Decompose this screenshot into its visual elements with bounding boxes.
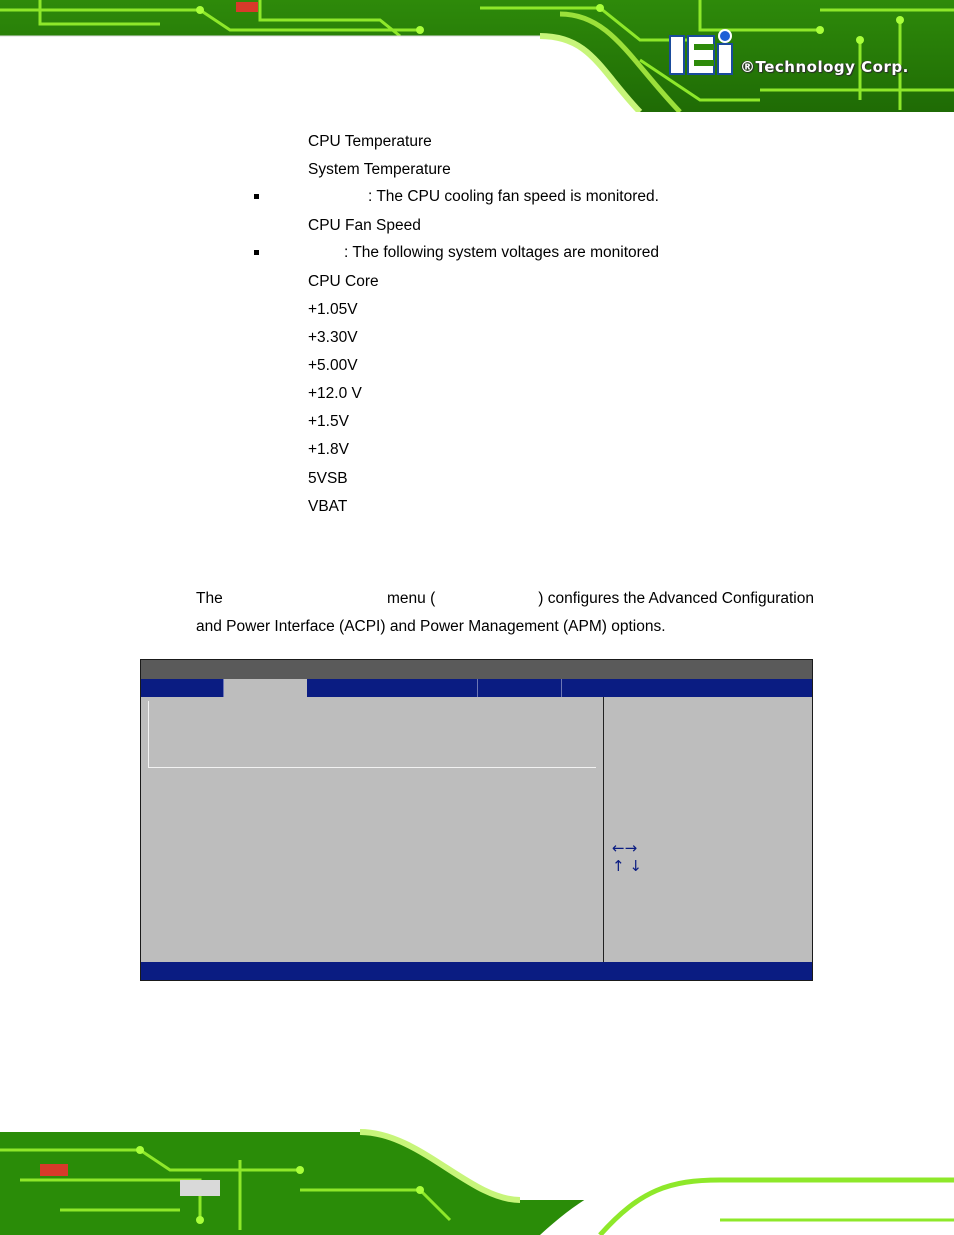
paragraph-line-2: and Power Interface (ACPI) and Power Management (APM) options.: [196, 618, 666, 635]
paragraph-word-the: The: [196, 590, 223, 607]
fan-description: : The CPU cooling fan speed is monitored.: [368, 188, 659, 205]
paragraph-configures-text: ) configures the Advanced Configuration: [538, 590, 814, 607]
bullet-fan: [254, 194, 259, 199]
bios-tab-4[interactable]: [478, 679, 562, 697]
voltage-3-30v: +3.30V: [308, 329, 358, 346]
footer-banner: [0, 1120, 954, 1235]
voltage-cpu-core: CPU Core: [308, 273, 379, 290]
bios-tab-1[interactable]: [141, 679, 224, 697]
bios-title-bar: [141, 660, 812, 679]
bios-status-bar: [141, 962, 812, 980]
bios-tab-3[interactable]: [309, 679, 478, 697]
up-down-arrow-icon: ↑ ↓: [612, 857, 642, 875]
voltage-vbat: VBAT: [308, 498, 348, 515]
bios-options-panel: [141, 697, 604, 962]
voltage-5vsb: 5VSB: [308, 470, 348, 487]
voltage-5-00v: +5.00V: [308, 357, 358, 374]
circuit-board-footer-graphic: [0, 1120, 954, 1235]
brand-name: ®Technology Corp.: [740, 58, 909, 76]
voltage-1-05v: +1.05V: [308, 301, 358, 318]
voltage-1-5v: +1.5V: [308, 413, 349, 430]
paragraph-word-menu: menu (: [387, 590, 436, 607]
sensor-cpu-temperature: CPU Temperature: [308, 133, 432, 150]
paragraph-line-1: [196, 590, 814, 608]
sensor-system-temperature: System Temperature: [308, 161, 451, 178]
circuit-board-header-graphic: [0, 0, 954, 112]
bios-screenshot: [140, 659, 813, 981]
voltage-description: : The following system voltages are monitored: [344, 244, 660, 261]
bios-menu-bar: [141, 679, 812, 697]
header-banner: [0, 0, 954, 112]
left-right-arrow-icon: ←→: [612, 839, 638, 857]
sensor-cpu-fan-speed: CPU Fan Speed: [308, 217, 421, 234]
bios-options-frame: [148, 701, 596, 768]
voltage-1-8v: +1.8V: [308, 441, 349, 458]
bullet-voltage: [254, 250, 259, 255]
iei-logo-icon: [670, 30, 732, 74]
voltage-12-0v: +12.0 V: [308, 385, 362, 402]
bios-tab-active[interactable]: [224, 679, 307, 697]
bios-help-panel: [604, 697, 812, 962]
